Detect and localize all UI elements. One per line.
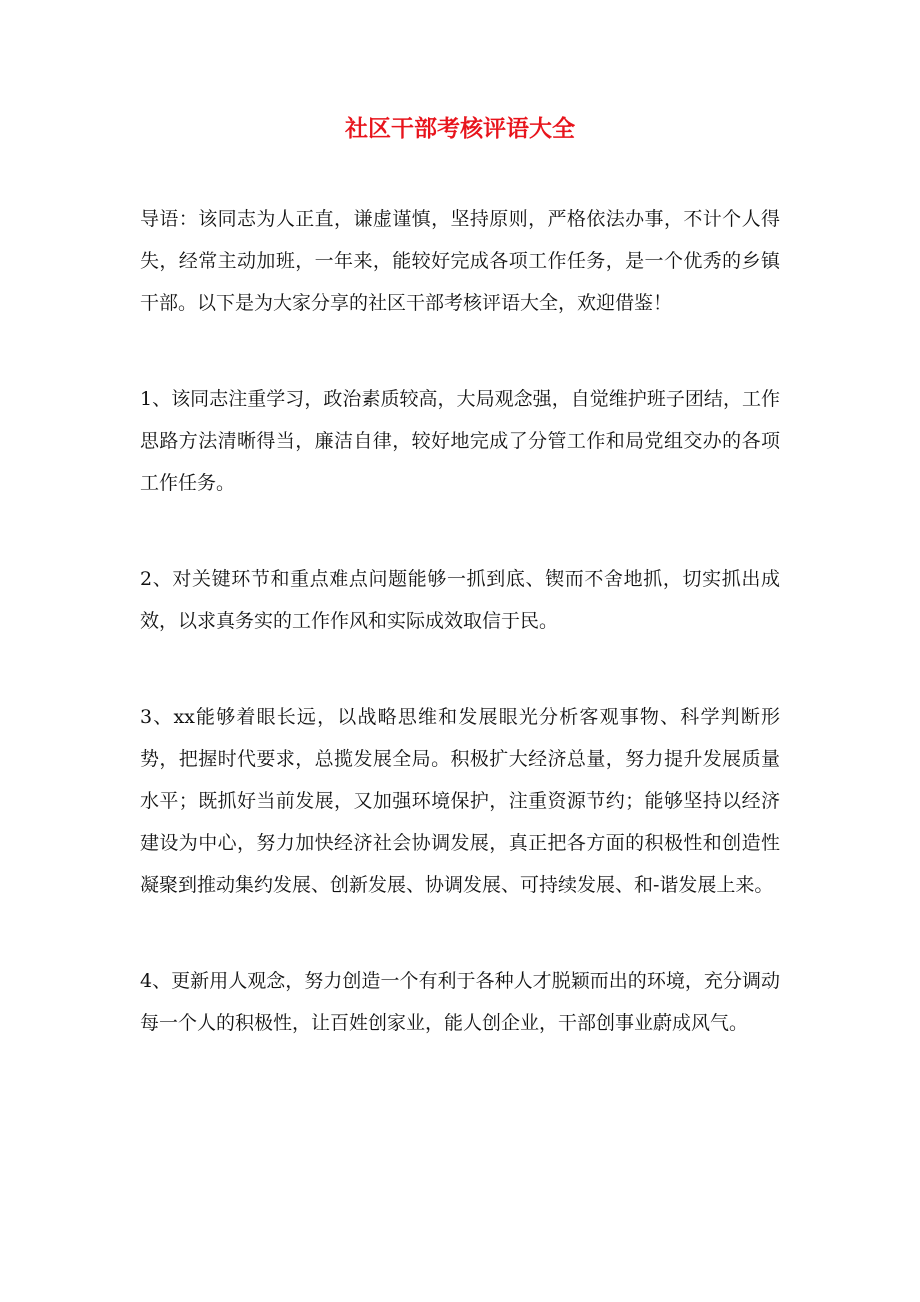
intro-paragraph: 导语：该同志为人正直，谦虚谨慎，坚持原则，严格依法办事，不计个人得失，经常主动加班，一年来，能较好完成各项工作任务，是一个优秀的乡镇干部。以下是为大家分享的社区干部考核评语大全，欢迎借鉴！: [140, 208, 780, 314]
document-body: [140, 198, 780, 1098]
comment-paragraph-4: 4、更新用人观念，努力创造一个有利于各种人才脱颖而出的环境，充分调动每一个人的积极性，让百姓创家业，能人创企业，干部创事业蔚成风气。: [140, 970, 780, 1034]
document-title: 社区干部考核评语大全: [345, 115, 575, 142]
comment-paragraph-2: 2、对关键环节和重点难点问题能够一抓到底、锲而不舍地抓，切实抓出成效，以求真务实的工作作风和实际成效取信于民。: [140, 568, 780, 632]
comment-paragraph-3: 3、xx能够着眼长远，以战略思维和发展眼光分析客观事物、科学判断形势，把握时代要求，总揽发展全局。积极扩大经济总量，努力提升发展质量水平；既抓好当前发展，又加强环境保护，注重资源节约；能够坚持以经济建设为中心，努力加快经济社会协调发展，真正把各方面的积极性和创造性凝聚到推动集约发展、创新发展、协调发展、可持续发展、和-谐发展上来。: [140, 706, 780, 896]
comment-paragraph-1: 1、该同志注重学习，政治素质较高，大局观念强，自觉维护班子团结，工作思路方法清晰得当，廉洁自律，较好地完成了分管工作和局党组交办的各项工作任务。: [140, 388, 780, 494]
